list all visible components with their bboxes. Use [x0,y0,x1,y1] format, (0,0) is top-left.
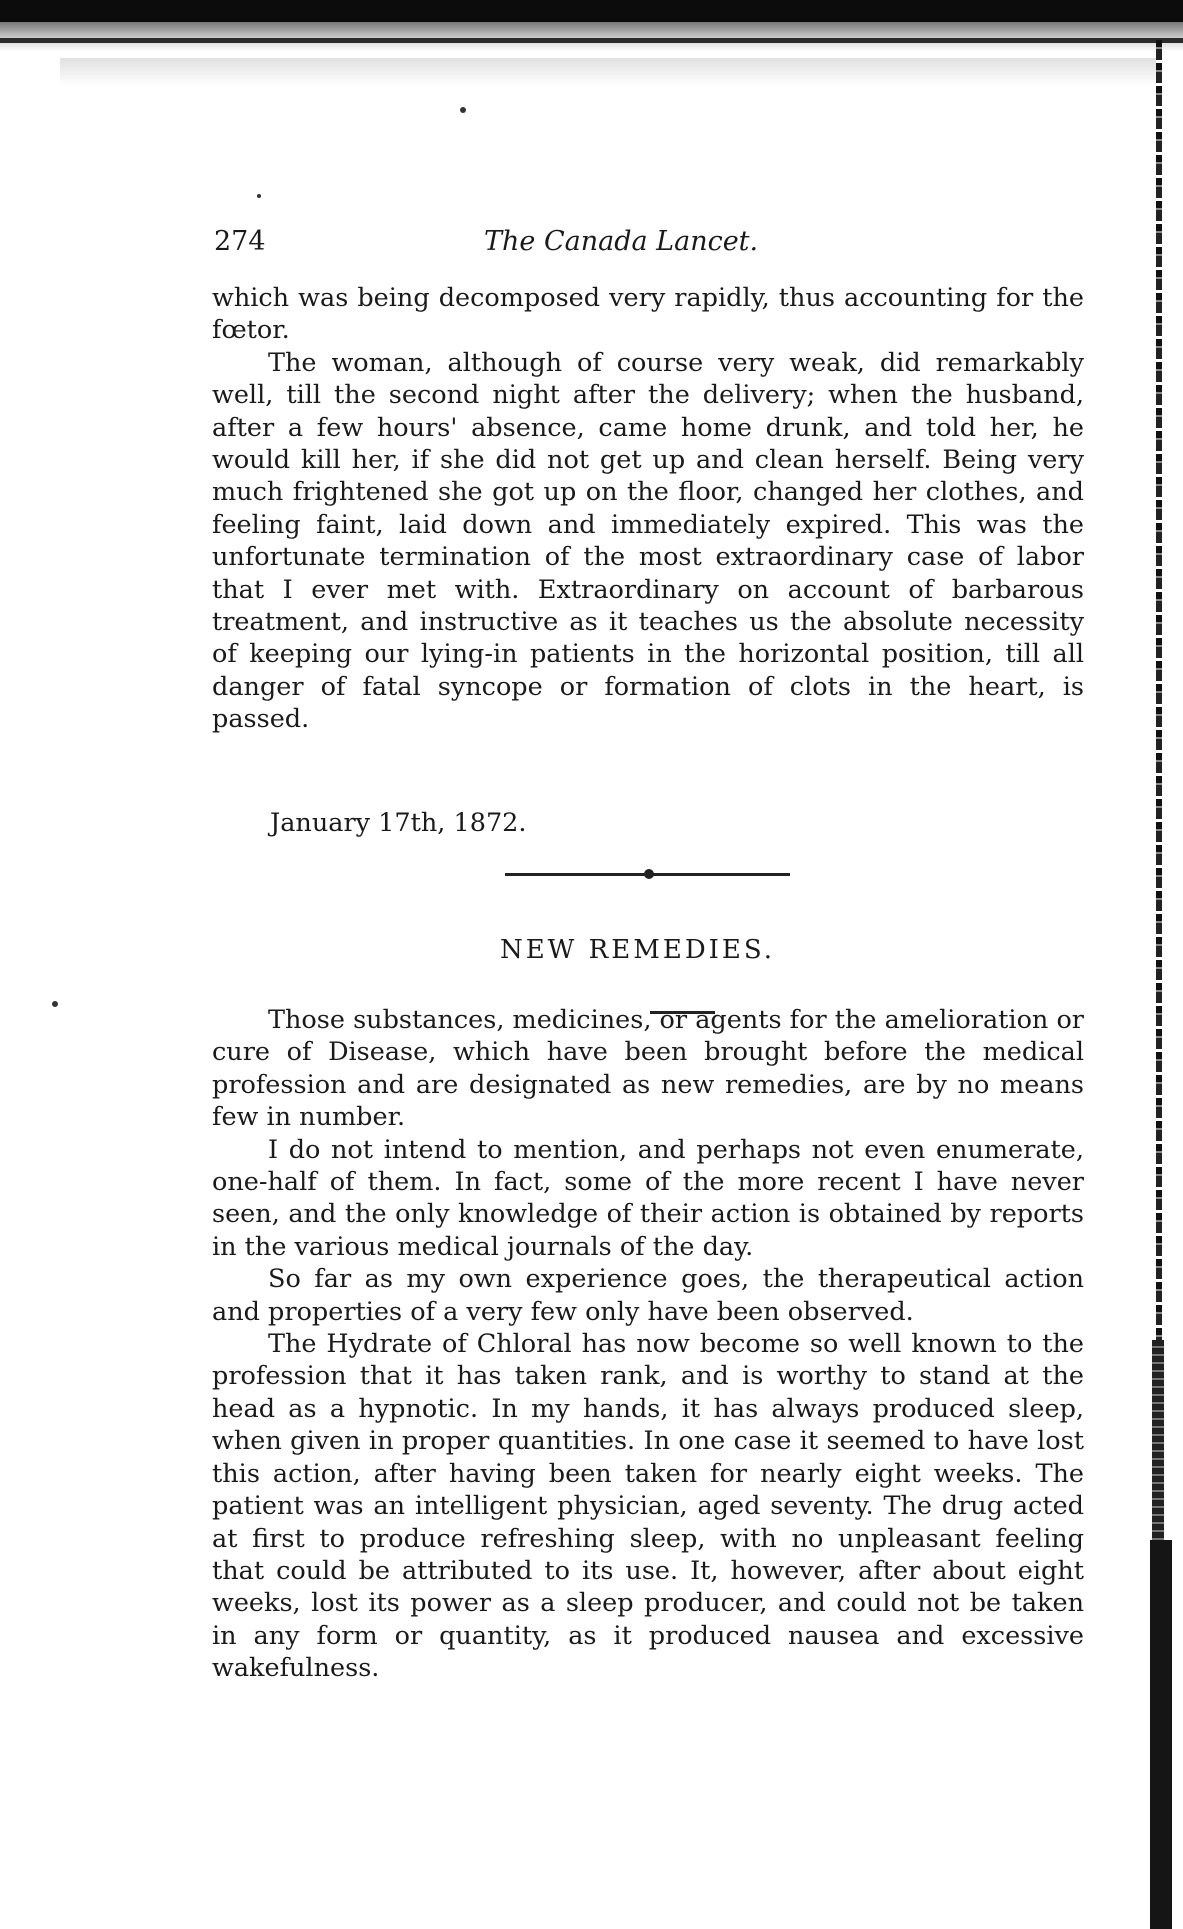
scan-speck [460,107,466,113]
paragraph: Those substances, medicines, or agents for the amelioration or cure of Disease, which have been brought before the medical profession and are designated as new remedies, are by no means few in number. [212,1005,1084,1133]
scan-speck [257,194,261,198]
scan-binding-edge [1148,40,1183,1929]
paragraph: I do not intend to mention, and perhaps not even enumerate, one-half of them. In fact, some of the more recent I have never seen, and the only knowledge of their action is obtained by reports in the various medical journals of the day. [212,1134,1084,1262]
scan-top-border [0,0,1183,90]
paragraph: The woman, although of course very weak, did remarkably well, till the second night after the delivery; when the husband, after a few hours' absence, came home drunk, and told her, he would kill her, if she did not get up and clean herself. Being very much frightened she got up on the floor, changed her clothes, and feeling faint, laid down and immediately expired. This was the unfortunate termination of the most extraordinary case of labor that I ever met with. Extraordinary on account of barbarous treatment, and instructive as it teaches us the absolute necessity of keeping our lying-in patients in the horizontal position, till all danger of fatal syncope or formation of clots in the heart, is passed. [212,347,1084,735]
scan-speck [52,1001,58,1007]
dateline: January 17th, 1872. [270,808,527,838]
section-title [0,935,1183,965]
paragraph: The Hydrate of Chloral has now become so well known to the profession that it has taken rank, and is worthy to stand at the head as a hypnotic. In my hands, it has always produced sleep, when given in proper quantities. In one case it seemed to have lost this action, after having been taken for nearly eight weeks. The patient was an intelligent physician, aged seventy. The drug acted at first to produce refreshing sleep, with no unpleasant feeling that could be attributed to its use. It, however, after about eight weeks, lost its power as a sleep producer, and could not be taken in any form or quantity, as it produced nausea and excessive wakefulness. [212,1329,1084,1684]
page-number: 274 [214,226,266,257]
divider-ornament [644,869,654,879]
article-continuation [212,282,1084,736]
new-remedies-article [212,1004,1084,1685]
paragraph: So far as my own experience goes, the therapeutical action and properties of a very few only have been observed. [212,1264,1084,1327]
page-header [214,226,1064,272]
paragraph: which was being decomposed very rapidly, thus accounting for the fœtor. [212,283,1084,346]
section-title-text: NEW REMEDIES. [499,935,776,965]
running-title: The Canada Lancet. [484,226,759,257]
